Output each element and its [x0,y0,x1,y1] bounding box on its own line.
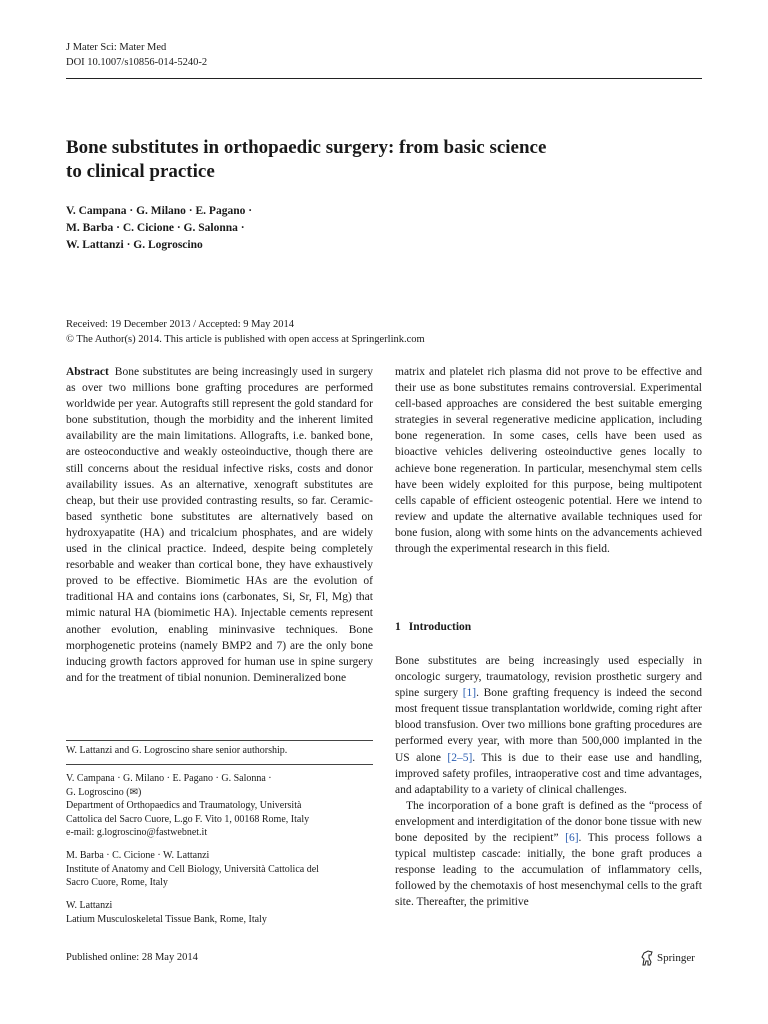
footnote-rule-2 [66,764,373,765]
intro-p1-text-a: Bone substitutes are being increasingly used especially in oncologic surgery, traumatology, revision prosthetic surgery and spine surgery [395,655,702,700]
aff1-line-1: Department of Orthopaedics and Traumatology, Università [66,800,302,811]
section-number: 1 [395,621,401,633]
publisher-logo [640,950,695,966]
journal-name: J Mater Sci: Mater Med [66,42,167,53]
citation-link-1[interactable]: [1] [462,687,477,700]
article-title [66,136,686,184]
intro-p1-text-c: . This is due to their ease use and handling, improved safety profiles, intraoperative cost and time advantages, and adaptability to a variety of clinical challenges. [395,751,702,796]
aff1-names-1: V. Campana · G. Milano · E. Pagano · G. Salonna · [66,773,272,784]
senior-authorship-note [66,744,373,758]
title-line-2: to clinical practice [66,161,215,182]
copyright-notice: © The Author(s) 2014. This article is published with open access at Springerlink.com [66,334,425,345]
aff2-line-1: Institute of Anatomy and Cell Biology, Università Cattolica del [66,863,319,875]
senior-note-text: W. Lattanzi and G. Logroscino share senior authorship. [66,745,288,756]
section-heading-introduction [395,621,471,633]
published-online: Published online: 28 May 2014 [66,952,198,963]
intro-paragraph-2 [395,798,702,911]
springer-horse-icon [640,950,654,966]
abstract-right-column [395,364,702,557]
intro-p1-text-b: . Bone grafting frequency is indeed the second most frequent tissue transplantation worldwide, coming right after blood transfusion. Over two millions bone grafting procedures are performed every year, with more than 500,000 implanted in the US alone [395,687,702,764]
intro-p2-text-a: The incorporation of a bone graft is defined as the “process of envelopment and interdigitation of the donor bone tissue with new bone deposited by the recipient” [395,799,702,845]
aff3-line-1: Latium Musculoskeletal Tissue Bank, Rome, Italy [66,913,267,925]
aff2-line-2: Sacro Cuore, Rome, Italy [66,877,168,888]
abstract-left-column [66,364,373,686]
section-title: Introduction [408,621,472,633]
email-address[interactable]: e-mail: g.logroscino@fastwebnet.it [66,827,208,838]
aff2-names: M. Barba · C. Cicione · W. Lattanzi [66,850,210,861]
affiliation-3 [66,899,373,926]
doi: DOI 10.1007/s10856-014-5240-2 [66,57,208,68]
authors-line-2: M. Barba · C. Cicione · G. Salonna · [66,222,245,234]
intro-paragraph-1 [395,653,702,798]
abstract-text-left: Bone substitutes are being increasingly used in surgery as over two millions bone grafting procedures are performed worldwide per year. Autografts still represent the gold standard for bone substitution, though the morbidity and the inherent limited availability are the main limitations. Allografts, i.e. banked bone, are osteoconductive and weakly osteoinductive, though there are still concerns about the residual infective risks, costs and donor availability issues. As an alternative, xenograft substitutes are cheap, but their use provided contrasting results, so far. Ceramic-based synthetic bone substitutes are alternatively based on hydroxyapatite (HA) and tricalcium phosphates, and are widely used in the clinical practice. Indeed, despite being completely resorbable and weaker than cortical bone, they have exhaustively proved to be effective. Biomimetic HAs are the evolution of traditional HA and contains ions (carbonates, Si, Sr, Fl, Mg) that mimic natural HA (biomimetic HA). Injectable cements represent another evolution, enabling mininvasive techniques. Bone morphogenetic proteins (namely BMP2 and 7) are the only bone inducing growth factors approved for human use in spine surgery and for the treatment of tibial nonunion. Demineralized bone [66,366,373,684]
authors-line-1: V. Campana · G. Milano · E. Pagano · [66,205,253,217]
article-dates [66,317,425,347]
aff1-names-2: G. Logroscino (✉) [66,786,142,798]
aff3-names: W. Lattanzi [66,900,113,911]
footnote-rule [66,740,373,741]
received-accepted: Received: 19 December 2013 / Accepted: 9 May 2014 [66,319,295,330]
citation-link-6[interactable]: [6] [565,832,579,845]
citation-link-2-5[interactable]: [2–5] [447,751,473,764]
publisher-name: Springer [657,952,695,964]
aff1-line-2: Cattolica del Sacro Cuore, L.go F. Vito 1, 00168 Rome, Italy [66,813,310,825]
introduction-body [395,653,702,911]
title-line-1: Bone substitutes in orthopaedic surgery: from basic science [66,137,547,158]
abstract-text-right: matrix and platelet rich plasma did not prove to be effective and their use as bone substitutes remains controversial. Experimental cell-based approaches are considered the best suitable emerging strategies in several regenerative medicine application, including bone regeneration. In some cases, cells have been used as bioactive vehicles delivering osteoinductive genes locally to achieve bone regeneration. In particular, mesenchymal stem cells have been widely exploited for this purpose, being multipotent cells capable of efficient osteogenic potential. Here we intend to review and update the alternative available techniques used for bone fusion, along with some hints on the advancements achieved through the experimental research in this field. [395,366,702,556]
intro-p2-text-b: . This process follows a typical multistep cascade: initially, the bone graft produces a response leading to the accumulation of inflammatory cells, followed by the chemotaxis of host mesenchymal cells to the graft site. Thereafter, the primitive [395,832,702,909]
author-list [66,203,252,254]
affiliation-1 [66,772,373,840]
affiliation-2 [66,849,373,890]
abstract-label: Abstract [66,366,109,378]
authors-line-3: W. Lattanzi · G. Logroscino [66,239,203,251]
header-rule [66,78,702,79]
